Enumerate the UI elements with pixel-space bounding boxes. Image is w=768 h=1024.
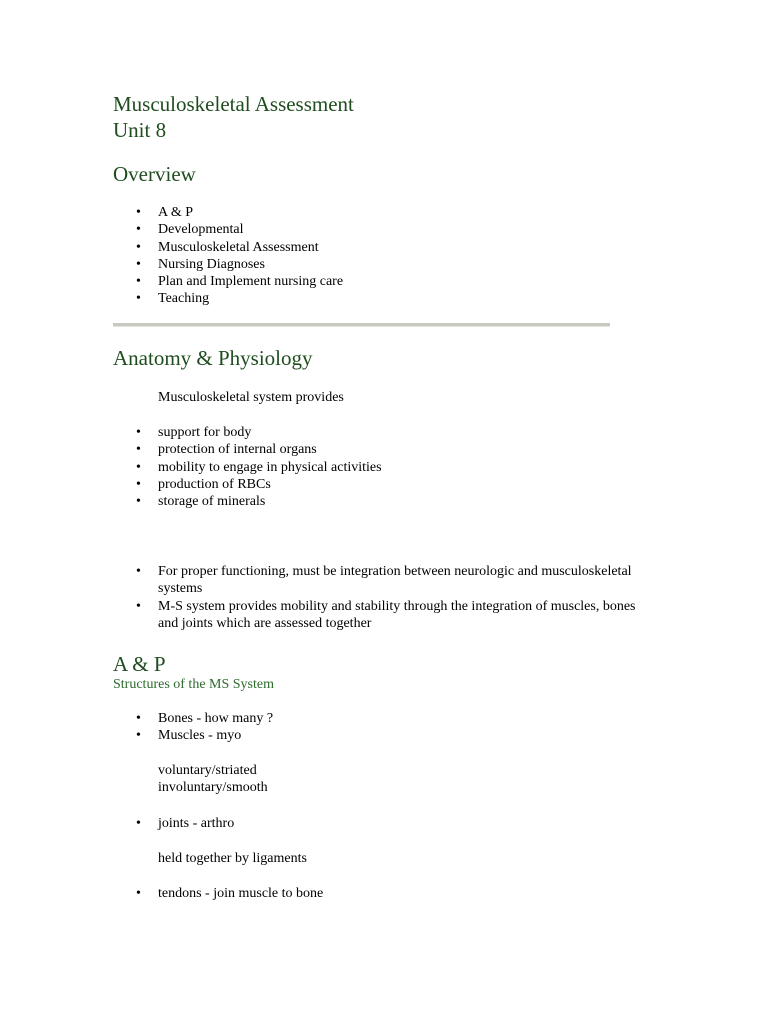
list-item: • support for body [136,424,636,441]
list-item: • joints - arthro [136,815,636,832]
muscle-type-involuntary: involuntary/smooth [158,780,268,796]
title-line-2: Unit 8 [113,118,167,142]
structures-list [136,710,636,745]
list-item: • For proper functioning, must be integration between neurologic and musculoskeletal systems [136,563,636,598]
overview-list [136,204,636,308]
list-item: • Bones - how many ? [136,710,636,727]
list-item: • Plan and Implement nursing care [136,273,636,290]
list-item: • production of RBCs [136,476,636,493]
anatomy-heading: Anatomy & Physiology [113,346,313,370]
tendons-list [136,885,636,902]
muscle-type-voluntary: voluntary/striated [158,763,257,778]
ap-heading: A & P [113,652,166,676]
ap-subheading: Structures of the MS System [113,677,274,692]
list-item: • M-S system provides mobility and stability through the integration of muscles, bones and joints which are assessed together [136,598,636,633]
list-item: • protection of internal organs [136,441,636,458]
muscle-types [158,762,638,797]
list-item: • storage of minerals [136,493,636,510]
list-item: • Nursing Diagnoses [136,256,636,273]
title-line-1: Musculoskeletal Assessment [113,92,354,116]
joints-list [136,815,636,832]
list-item: • tendons - join muscle to bone [136,885,636,902]
list-item: • Muscles - myo [136,727,636,744]
document-title [113,91,354,143]
horizontal-rule [113,323,610,327]
joints-note: held together by ligaments [158,851,307,866]
list-item: • Teaching [136,290,636,307]
list-item: • mobility to engage in physical activities [136,459,636,476]
list-item: • Developmental [136,221,636,238]
overview-heading: Overview [113,162,196,186]
anatomy-provides-list [136,424,636,510]
anatomy-intro: Musculoskeletal system provides [158,390,344,405]
list-item: • A & P [136,204,636,221]
list-item: • Musculoskeletal Assessment [136,239,636,256]
anatomy-notes-list [136,563,636,632]
